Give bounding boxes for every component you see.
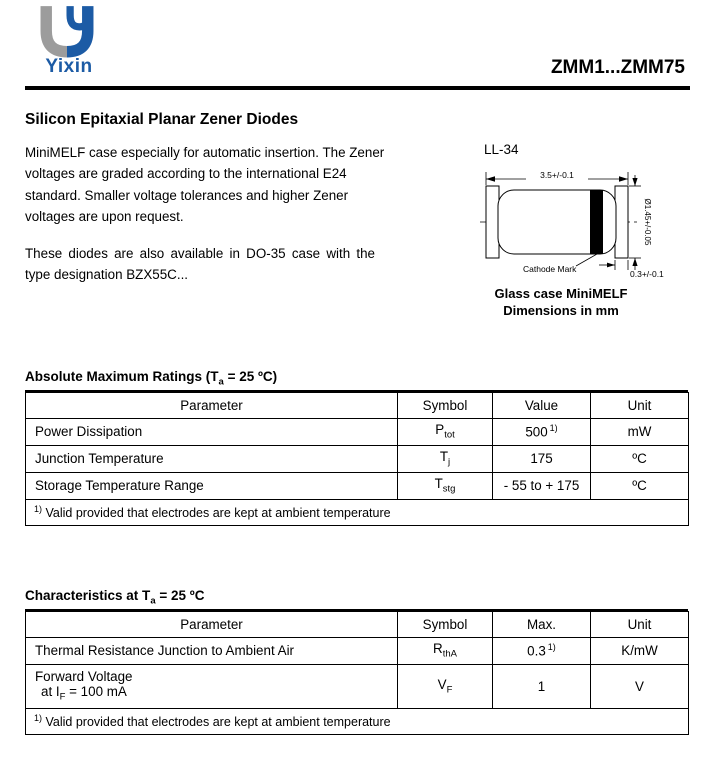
characteristics-table [25,611,689,735]
page-title: Silicon Epitaxial Planar Zener Diodes [25,111,299,128]
header-max: Max. [493,611,591,637]
symbol-cell: $P_{tot}$ [398,418,493,445]
package-caption-line2: Dimensions in mm [503,303,619,318]
unit-cell: mW [591,418,689,445]
value-cell: 0.3 $^{1)}$ [493,637,591,664]
brand-logo-icon [32,4,102,58]
package-name-label: LL-34 [484,142,519,157]
header-unit: Unit [591,611,689,637]
brand-name: Yixin [45,56,93,77]
symbol-cell: $T_j$ [398,445,493,472]
left-terminal-cap [486,186,499,258]
value-cell: 175 [493,445,591,472]
header-symbol: Symbol [398,611,493,637]
unit-cell: V [591,664,689,708]
characteristics-title-tail: = 25 ºC [155,588,205,603]
table-header-row [26,392,689,418]
value-cell: - 55 to + 175 [493,472,591,499]
cathode-leader-line [576,254,597,266]
characteristics-section [25,588,688,735]
unit-cell: ºC [591,472,689,499]
parameter-cell: Storage Temperature Range [26,472,398,499]
footnote-cell: $^{1)}$ Valid provided that electrodes are kept at ambient temperature [26,499,689,525]
unit-cell: K/mW [591,637,689,664]
parameter-cell [26,664,398,708]
footnote-row [26,499,689,525]
package-caption [455,285,667,319]
table-row [26,664,689,708]
characteristics-title-text: Characteristics at T [25,588,151,603]
abs-max-title-tail: = 25 ºC) [223,369,278,384]
length-dimension-label: 3.5+/-0.1 [540,170,574,180]
package-caption-line1: Glass case MiniMELF [494,286,628,301]
header-parameter: Parameter [26,611,398,637]
parameter-line2: at $I_F = 100$ mA [41,684,127,704]
symbol-cell: $R_{thA}$ [398,637,493,664]
abs-max-section [25,369,688,526]
symbol-cell: $T_{stg}$ [398,472,493,499]
footnote-cell: $^{1)}$ Valid provided that electrodes are kept at ambient temperature [26,708,689,734]
table-row [26,418,689,445]
header-parameter: Parameter [26,392,398,418]
header-rule [25,86,690,90]
header-value: Value [493,392,591,418]
footnote-row [26,708,689,734]
parameter-cell: Power Dissipation [26,418,398,445]
table-row [26,637,689,664]
abs-max-table [25,392,689,526]
package-outline-drawing [478,164,706,289]
table-row [26,472,689,499]
document-title: ZMM1...ZMM75 [550,57,685,78]
diameter-dimension-label: Ø1.45+/-0.05 [643,198,652,246]
table-row [26,445,689,472]
characteristics-title-subscript: a [150,595,156,607]
table-header-row [26,611,689,637]
unit-cell: ºC [591,445,689,472]
cathode-band [590,190,603,254]
abs-max-title [25,369,688,392]
parameter-cell: Thermal Resistance Junction to Ambient Air [26,637,398,664]
abs-max-title-text: Absolute Maximum Ratings (T [25,369,219,384]
abs-max-title-subscript: a [218,376,224,388]
cathode-mark-label: Cathode Mark [523,264,577,274]
description-paragraph-1: MiniMELF case especially for automatic insertion. The Zener voltages are graded according to the international E24 standard. Smaller voltage tolerances and higher Zener voltages are upon request. [25,145,385,225]
value-cell: 500 $^{1)}$ [493,418,591,445]
parameter-cell: Junction Temperature [26,445,398,472]
right-terminal-cap [615,186,628,258]
description-paragraph-2: These diodes are also available in DO-35 case with the type designation BZX55C... [25,246,375,283]
symbol-cell: $V_F$ [398,664,493,708]
header-symbol: Symbol [398,392,493,418]
value-cell: 1 [493,664,591,708]
characteristics-title [25,588,688,611]
parameter-line1: Forward Voltage [35,669,133,685]
header-unit: Unit [591,392,689,418]
cap-dimension-label: 0.3+/-0.1 [630,269,664,279]
